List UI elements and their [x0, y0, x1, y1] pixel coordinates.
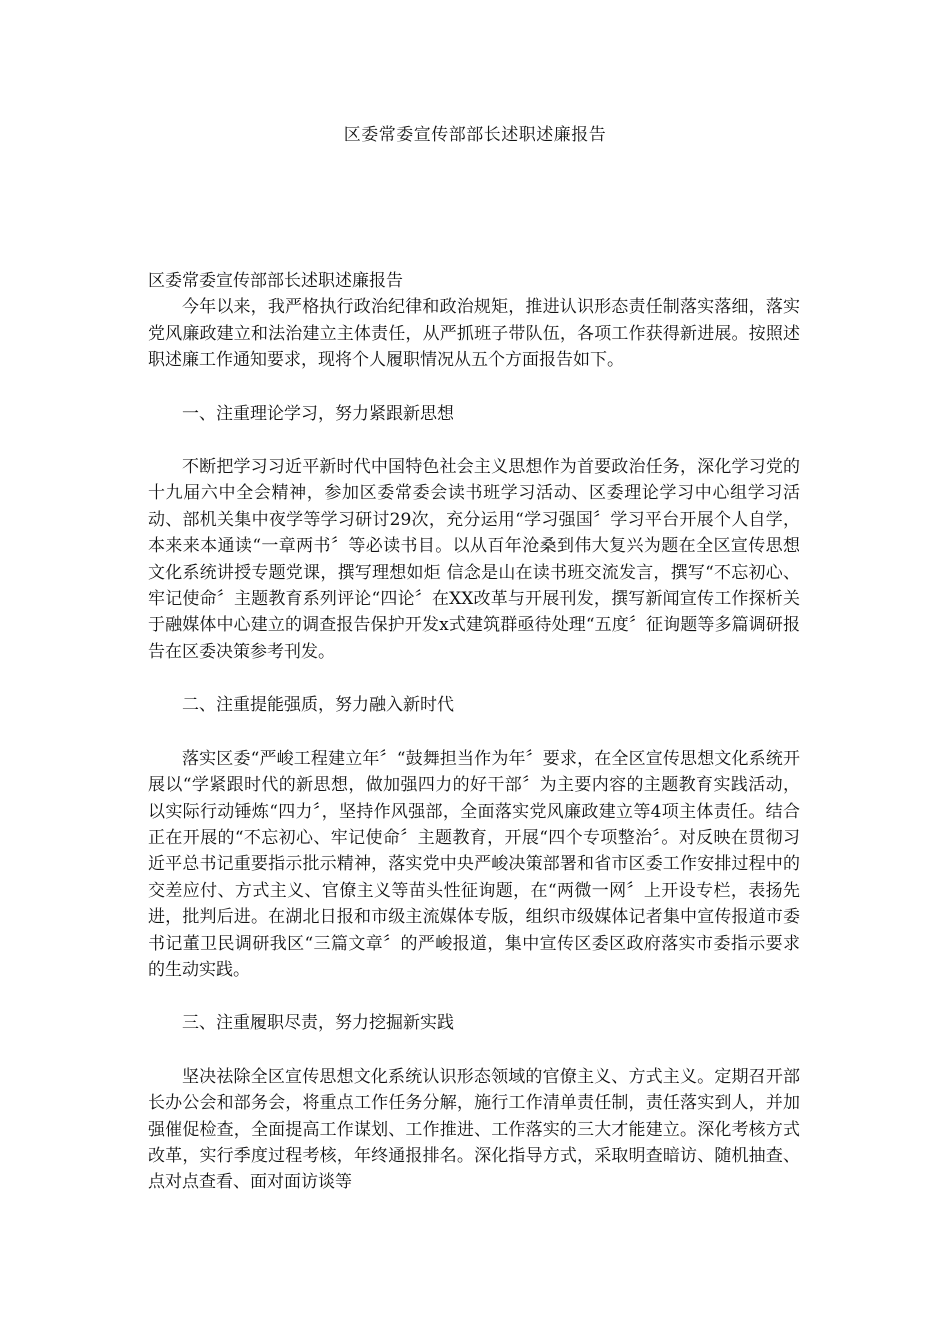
section-heading-1: 一、注重理论学习，努力紧跟新思想 — [182, 403, 454, 424]
intro-paragraph: 今年以来，我严格执行政治纪律和政治规矩，推进认识形态责任制落实落细，落实党风廉政建立和法治建立主体责任，从严抓班子带队伍，各项工作获得新进展。按照述职述廉工作通知要求，现将个人履职情况从五个方面报告如下。 — [148, 297, 800, 371]
document-subtitle: 区委常委宣传部部长述职述廉报告 — [148, 271, 403, 291]
section-heading-2: 二、注重提能强质，努力融入新时代 — [182, 695, 454, 716]
section-paragraph-3: 坚决祛除全区宣传思想文化系统认识形态领域的官僚主义、方式主义。定期召开部长办公会和部务会，将重点工作任务分解，施行工作清单责任制，责任落实到人，并加强催促检查，全面提高工作谋划、工作推进、工作落实的三大才能建立。深化考核方式改革，实行季度过程考核，年终通报排名。深化指导方式，采取明查暗访、随机抽查、点对点查看、面对面访谈等 — [148, 1066, 800, 1193]
document-title: 区委常委宣传部部长述职述廉报告 — [343, 125, 607, 145]
section-paragraph-2: 落实区委“严峻工程建立年〞“鼓舞担当作为年〞要求，在全区宣传思想文化系统开展以“学紧跟时代的新思想，做加强四力的好干部〞为主要内容的主题教育实践活动，以实际行动锤炼“四力〞，坚持作风强部，全面落实党风廉政建立等4项主体责任。结合正在开展的“不忘初心、牢记使命〞主题教育，开展“四个专项整治〞。对反映在贯彻习近平总书记重要指示批示精神，落实党中央严峻决策部署和省市区委工作安排过程中的交差应付、方式主义、官僚主义等苗头性征询题，在“两微一网〞上开设专栏，表扬先进，批判后进。在湖北日报和市级主流媒体专版，组织市级媒体记者集中宣传报道市委书记董卫民调研我区“三篇文章〞的严峻报道，集中宣传区委区政府落实市委指示要求的生动实践。 — [148, 748, 800, 980]
section-paragraph-1: 不断把学习习近平新时代中国特色社会主义思想作为首要政治任务，深化学习党的十九届六中全会精神，参加区委常委会读书班学习活动、区委理论学习中心组学习活动、部机关集中夜学等学习研讨29次，充分运用“学习强国〞学习平台开展个人自学，本来来本通读“一章两书〞等必读书目。以从百年沧桑到伟大复兴为题在全区宣传思想文化系统讲授专题党课，撰写理想如炬 信念是山在读书班交流发言，撰写“不忘初心、牢记使命〞主题教育系列评论“四论〞在XX改革与开展刊发，撰写新闻宣传工作探析关于融媒体中心建立的调查报告保护开发x式建筑群亟待处理“五度〞征询题等多篇调研报告在区委决策参考刊发。 — [148, 457, 800, 662]
document-body — [148, 268, 800, 1196]
section-heading-3: 三、注重履职尽责，努力挖掘新实践 — [182, 1013, 454, 1034]
